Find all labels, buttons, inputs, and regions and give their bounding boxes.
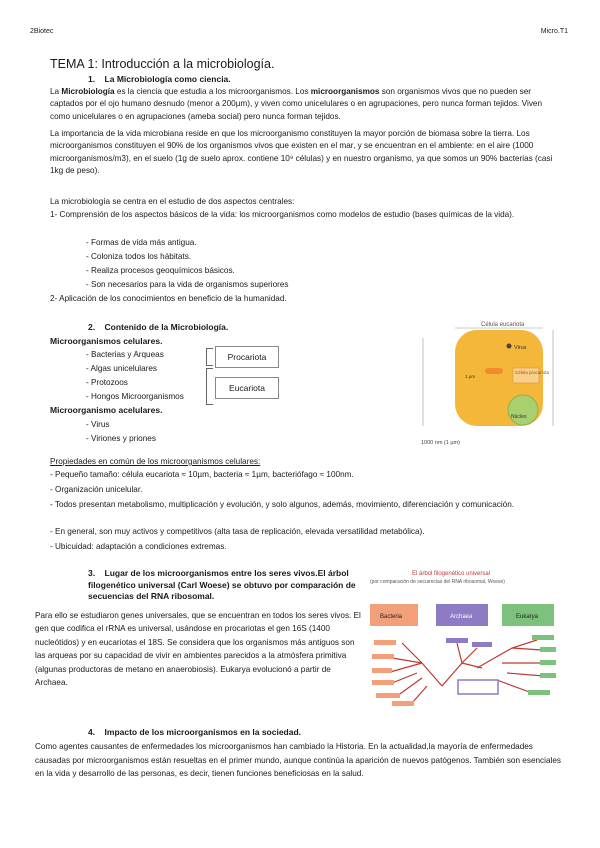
term-microorganismos: microorganismos	[310, 87, 380, 96]
property-item: - Pequeño tamaño: célula eucariota ≈ 10µm, bacteria ≈ 1µm, bacteriófago ≈ 100nm.	[50, 470, 354, 479]
cell-title: Célula eucariota	[481, 322, 525, 328]
nucleus	[508, 395, 538, 425]
bacterium-label: Célula procariota	[515, 370, 550, 375]
page-title: TEMA 1: Introducción a la microbiología.	[50, 57, 275, 71]
term-microbiologia: Microbiología	[61, 87, 115, 96]
list-item: - Algas unicelulares	[86, 364, 157, 373]
eucariota-box: Eucariota	[215, 377, 279, 399]
section-3-heading: 3. Lugar de los microorganismos entre los seres vivos.El árbol filogenético universal (Carl Woese) se obtuvo por comparación de secuencias del RNA ribosomal.	[88, 568, 356, 601]
tree-diagram	[362, 568, 562, 716]
tree-title: El árbol filogenético universal	[412, 571, 491, 577]
list-item: - Realiza procesos geoquímicos básicos.	[86, 266, 235, 275]
text-run: es la ciencia que estudia a los microorganismos. Los	[114, 87, 311, 96]
section-4-text: Como agentes causantes de enfermedades los microorganismos han cambiado la Historia. En la actualidad,la mayoría de enfermedades causadas por microorganismos están resueltas en el primer mundo, aunque continúa la aparición de nuevos patógenos. También son esenciales en la vida y desarrollo de las personas, es decir, tienen funciones beneficiosas en la salud.	[35, 742, 561, 779]
procariota-box: Procariota	[215, 346, 279, 368]
virus-dot	[507, 344, 512, 349]
phylogenetic-tree-figure	[362, 568, 562, 716]
nucleus-label: Núcleo	[511, 414, 527, 420]
section-4-heading: 4. Impacto de los microorganismos en la sociedad.	[88, 727, 302, 737]
tree-subtitle: (por comparación de secuencias del RNA ribosomal, Woese)	[370, 579, 505, 585]
list-item: - Colonizа todos los hábitats.	[86, 252, 192, 261]
list-item: - Hongos Microorganismos	[86, 392, 184, 401]
list-item: - Son necesarios para la vida de organismos superiores	[86, 280, 289, 289]
cell-diagram	[415, 316, 565, 446]
eukarya-label: Eukarya	[516, 614, 539, 620]
cellular-title: Microorganismos celulares.	[50, 336, 163, 346]
property-item: - Todos presentan metabolismo, multiplicación y evolución, y solo algunos, además, movimiento, diferenciación y comunicación.	[50, 500, 515, 509]
header-left: 2Biotec	[30, 28, 54, 35]
section-1-paragraph-5: 2- Aplicación de los conocimientos en beneficio de la humanidad.	[50, 294, 287, 303]
bacterium	[485, 368, 503, 374]
header-right: Micro.T1	[540, 28, 568, 35]
section-1-paragraph-4: 1- Comprensión de los aspectos básicos de la vida: los microorganismos como modelos de estudio (bases químicas de la vida).	[50, 210, 515, 219]
section-1-paragraph-1	[50, 86, 558, 123]
bracket	[206, 368, 213, 405]
list-item: - Bacterias y Arqueas	[86, 350, 164, 359]
list-item: - Protozoos	[86, 378, 128, 387]
text-run: La	[50, 87, 62, 96]
section-2-heading: 2. Contenido de la Microbiología.	[88, 322, 229, 332]
bracket	[206, 348, 213, 366]
section-1-heading: 1. La Microbiología como ciencia.	[88, 74, 231, 84]
list-item: - Virus	[86, 420, 110, 429]
list-item: - Viriones y priones	[86, 434, 156, 443]
property-item: - Organización unicelular.	[50, 485, 143, 494]
bacteria-label: Bacteria	[380, 614, 403, 620]
text-run: son organismos vivos que no pueden ser captados por el ojo humano desnudo (menor a 200µm), y viven como unicelulares o en agrupaciones, pero nunca forman tejidos. Viven como unicelulares o en agrupaciones (ameba social) pero nunca forman tejidos.	[50, 87, 543, 121]
archaea-label: Archaea	[450, 614, 473, 620]
section-3-text: Para ello se estudiaron genes universales, que se encuentran en todos los seres vivos. El gen que codifica el rRNA es universal, usándose en procariotas el gen 16S (1400 nucleótidos) y en eucariotas el 18S. Se considera que los organismos más antiguos son las arqueas por su capacidad de vivir en ambientes parecidos a la atmósfera primitiva (algunas productoras de metano en anaerobiosis). Eukarya evolucionó a partir de Archaea.	[35, 611, 361, 688]
section-1-paragraph-3: La microbiología se centra en el estudio de dos aspectos centrales:	[50, 197, 295, 206]
virus-label: Virus	[514, 345, 527, 351]
micron-label: 1 µm	[465, 374, 476, 379]
list-item: - Formas de vida más antigua.	[86, 238, 197, 247]
cell-figure	[415, 316, 565, 446]
property-item: - Ubicuidad: adaptación a condiciones extremas.	[50, 542, 227, 551]
properties-title: Propiedades en común de los microorganismos celulares:	[50, 457, 261, 466]
section-1-paragraph-2: La importancia de la vida microbiana reside en que los microorganismo constituyen la mayor porción de biomasa sobre la tierra. Los microorganismos constituyen el 90% de los organismos vivos que existen en el mar, y se encuentran en el ambiente: en el aire (1000 microorganismos/m3), en el suelo (1g de suelo aprox. contiene 10⁹ células) y en nuestro organismo, ya que somos un 90% bacterias (casi 1kg de peso).	[50, 129, 553, 176]
acellular-title: Microorganismo acelulares.	[50, 405, 163, 415]
scale-label: 1000 nm (1 µm)	[421, 440, 460, 446]
property-item: - En general, son muy activos y competitivos (alta tasa de replicación, elevada versatilidad metabólica).	[50, 527, 425, 536]
